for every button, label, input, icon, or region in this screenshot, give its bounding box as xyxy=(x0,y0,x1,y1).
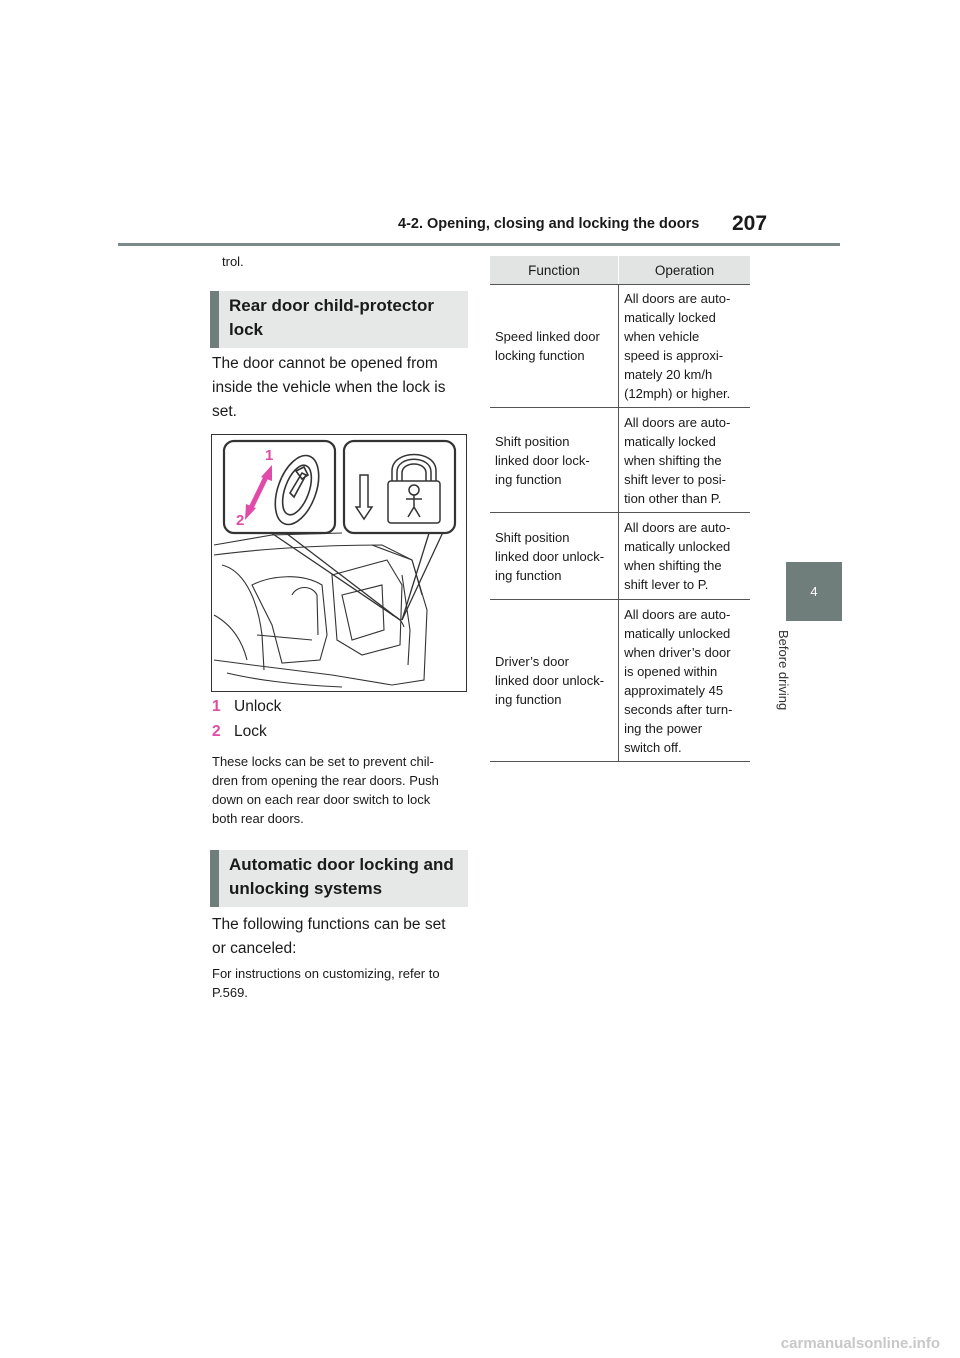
watermark: carmanualsonline.info xyxy=(780,1335,940,1352)
legend-number: 2 xyxy=(212,723,221,740)
table-row xyxy=(490,408,750,513)
header-divider xyxy=(118,243,840,246)
paragraph-line: set. xyxy=(212,403,237,420)
note-line: P.569. xyxy=(212,985,248,1000)
operation-cell: All doors are auto- matically locked when shifting the shift lever to posi- tion other than P. xyxy=(619,408,750,513)
heading-line: lock xyxy=(229,320,264,339)
auto-lock-paragraph xyxy=(212,913,446,961)
legend-item xyxy=(212,723,267,741)
heading-line: unlocking systems xyxy=(229,879,383,898)
continued-text: trol. xyxy=(222,254,244,269)
running-header-title: 4-2. Opening, closing and locking the doors xyxy=(398,216,700,232)
note-line: For instructions on customizing, refer to xyxy=(212,966,440,981)
table-row xyxy=(490,600,750,762)
heading-line: Rear door child-protector xyxy=(229,296,434,315)
chapter-tab-label-wrap xyxy=(776,630,806,730)
child-lock-note xyxy=(212,752,439,828)
note-line: down on each rear door switch to lock xyxy=(212,792,431,807)
legend-item xyxy=(212,698,281,716)
column-header-operation: Operation xyxy=(619,256,750,285)
illus-label-lock: 2 xyxy=(236,512,245,529)
table-row xyxy=(490,285,750,408)
callout-pointer-lines xyxy=(267,530,444,620)
illus-label-unlock: 1 xyxy=(265,447,274,464)
function-cell: Driver’s door linked door unlock- ing function xyxy=(490,600,619,762)
child-lock-illustration xyxy=(211,434,467,692)
chapter-number: 4 xyxy=(810,584,818,599)
paragraph-line: inside the vehicle when the lock is xyxy=(212,379,446,396)
legend-label: Unlock xyxy=(234,698,282,715)
chapter-tab[interactable] xyxy=(786,562,842,621)
heading-line: Automatic door locking and xyxy=(229,855,454,874)
auto-lock-functions-table xyxy=(490,256,750,762)
function-cell: Shift position linked door unlock- ing function xyxy=(490,513,619,600)
column-header-function: Function xyxy=(490,256,619,285)
note-line: both rear doors. xyxy=(212,811,304,826)
table-row xyxy=(490,513,750,600)
note-line: dren from opening the rear doors. Push xyxy=(212,773,439,788)
operation-cell: All doors are auto- matically locked when vehicle speed is approxi- mately 20 km/h (12mph) or higher. xyxy=(619,285,750,408)
child-lock-paragraph xyxy=(212,352,446,424)
chapter-label: Before driving xyxy=(776,630,791,711)
section-heading-child-lock xyxy=(210,291,468,348)
function-cell: Shift position linked door lock- ing function xyxy=(490,408,619,513)
car-interior-sketch xyxy=(214,533,427,687)
paragraph-line: The door cannot be opened from xyxy=(212,355,438,372)
page-number: 207 xyxy=(732,212,768,235)
paragraph-line: The following functions can be set xyxy=(212,916,446,933)
note-line: These locks can be set to prevent chil- xyxy=(212,754,434,769)
legend-label: Lock xyxy=(234,723,267,740)
paragraph-line: or canceled: xyxy=(212,940,297,957)
operation-cell: All doors are auto- matically unlocked when shifting the shift lever to P. xyxy=(619,513,750,600)
legend-number: 1 xyxy=(212,698,221,715)
function-cell: Speed linked door locking function xyxy=(490,285,619,408)
child-lock-diagram xyxy=(212,435,466,691)
section-heading-auto-lock xyxy=(210,850,468,907)
table-header-row xyxy=(490,256,750,285)
auto-lock-note xyxy=(212,964,440,1002)
operation-cell: All doors are auto- matically unlocked when driver’s door is opened within approximately 45 seconds after turn- ing the power switch off. xyxy=(619,600,750,762)
